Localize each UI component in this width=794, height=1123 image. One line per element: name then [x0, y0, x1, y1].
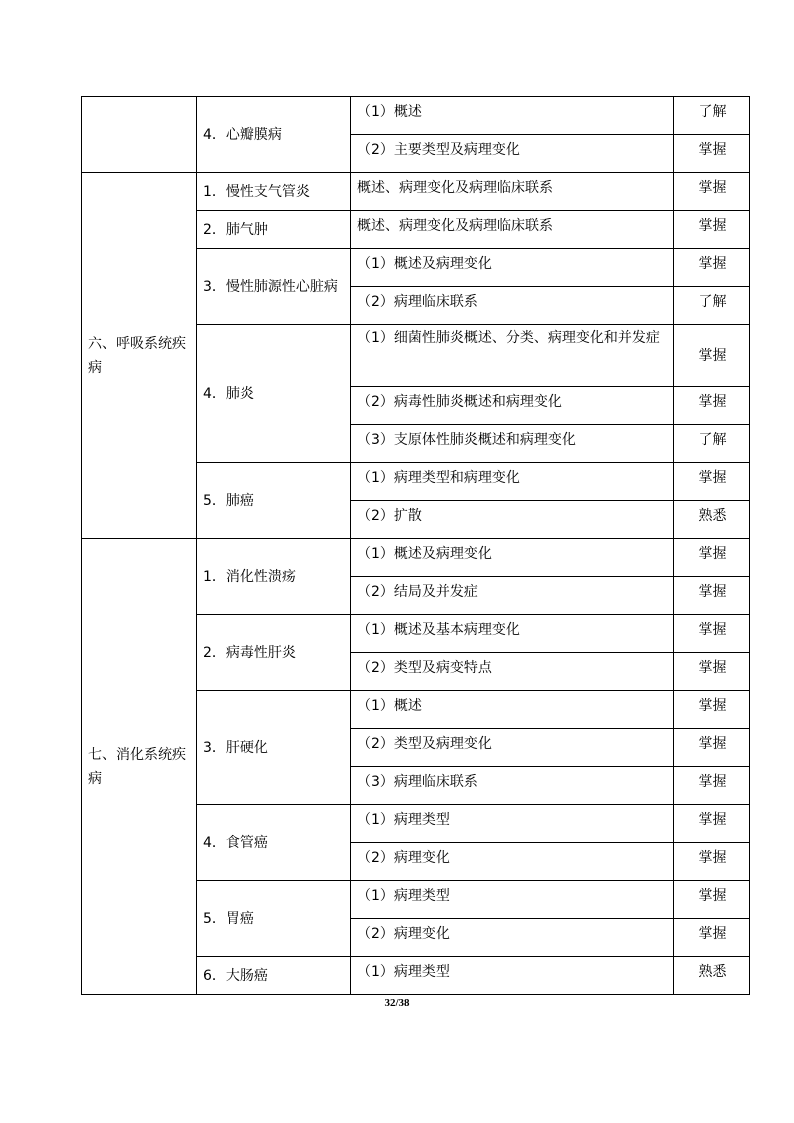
- requirement-cell: 了解: [674, 425, 750, 463]
- requirement-cell: 掌握: [674, 843, 750, 881]
- table-body: [82, 97, 750, 995]
- content-cell: （2）扩散: [351, 501, 674, 539]
- section-cell: 七、消化系统疾病: [82, 539, 197, 995]
- requirement-cell: 掌握: [674, 881, 750, 919]
- requirement-cell: 掌握: [674, 249, 750, 287]
- requirement-cell: 掌握: [674, 729, 750, 767]
- requirement-cell: 熟悉: [674, 501, 750, 539]
- topic-cell: 5．肺癌: [197, 463, 351, 539]
- content-cell: （2）病理变化: [351, 919, 674, 957]
- requirement-cell: 了解: [674, 287, 750, 325]
- topic-cell: 4．心瓣膜病: [197, 97, 351, 173]
- content-cell: （2）结局及并发症: [351, 577, 674, 615]
- requirement-cell: 掌握: [674, 463, 750, 501]
- topic-cell: 3．慢性肺源性心脏病: [197, 249, 351, 325]
- content-cell: （1）病理类型: [351, 881, 674, 919]
- content-cell: （3）病理临床联系: [351, 767, 674, 805]
- content-cell: （1）概述: [351, 691, 674, 729]
- table-row: [82, 97, 750, 135]
- content-cell: （1）病理类型和病理变化: [351, 463, 674, 501]
- requirement-cell: 掌握: [674, 577, 750, 615]
- topic-cell: 4．肺炎: [197, 325, 351, 463]
- page-number: 32/38: [384, 997, 410, 1009]
- content-cell: （1）病理类型: [351, 957, 674, 995]
- requirement-cell: 掌握: [674, 539, 750, 577]
- requirement-cell: 掌握: [674, 387, 750, 425]
- content-cell: （1）概述及病理变化: [351, 249, 674, 287]
- topic-cell: 2．病毒性肝炎: [197, 615, 351, 691]
- requirement-cell: 掌握: [674, 805, 750, 843]
- requirement-cell: 掌握: [674, 615, 750, 653]
- content-cell: （1）概述: [351, 97, 674, 135]
- table-row: [82, 173, 750, 211]
- content-cell: 概述、病理变化及病理临床联系: [351, 211, 674, 249]
- requirement-cell: 掌握: [674, 173, 750, 211]
- content-cell: （2）类型及病变特点: [351, 653, 674, 691]
- content-cell: （1）细菌性肺炎概述、分类、病理变化和并发症: [351, 325, 674, 387]
- content-cell: （2）类型及病理变化: [351, 729, 674, 767]
- requirement-cell: 掌握: [674, 767, 750, 805]
- requirement-cell: 熟悉: [674, 957, 750, 995]
- content-cell: （2）病理临床联系: [351, 287, 674, 325]
- content-cell: （2）病理变化: [351, 843, 674, 881]
- content-cell: （2）主要类型及病理变化: [351, 135, 674, 173]
- content-cell: （1）概述及病理变化: [351, 539, 674, 577]
- requirement-cell: 掌握: [674, 211, 750, 249]
- section-cell: 六、呼吸系统疾病: [82, 173, 197, 539]
- topic-cell: 4．食管癌: [197, 805, 351, 881]
- content-cell: （3）支原体性肺炎概述和病理变化: [351, 425, 674, 463]
- topic-cell: 1．消化性溃疡: [197, 539, 351, 615]
- topic-cell: 3．肝硬化: [197, 691, 351, 805]
- requirement-cell: 掌握: [674, 325, 750, 387]
- requirement-cell: 掌握: [674, 691, 750, 729]
- syllabus-table: [81, 96, 750, 995]
- requirement-cell: 掌握: [674, 653, 750, 691]
- table-row: [82, 539, 750, 577]
- content-cell: （2）病毒性肺炎概述和病理变化: [351, 387, 674, 425]
- content-cell: 概述、病理变化及病理临床联系: [351, 173, 674, 211]
- topic-cell: 2．肺气肿: [197, 211, 351, 249]
- topic-cell: 1．慢性支气管炎: [197, 173, 351, 211]
- content-cell: （1）概述及基本病理变化: [351, 615, 674, 653]
- section-cell: [82, 97, 197, 173]
- requirement-cell: 掌握: [674, 135, 750, 173]
- content-cell: （1）病理类型: [351, 805, 674, 843]
- topic-cell: 5．胃癌: [197, 881, 351, 957]
- requirement-cell: 了解: [674, 97, 750, 135]
- topic-cell: 6．大肠癌: [197, 957, 351, 995]
- requirement-cell: 掌握: [674, 919, 750, 957]
